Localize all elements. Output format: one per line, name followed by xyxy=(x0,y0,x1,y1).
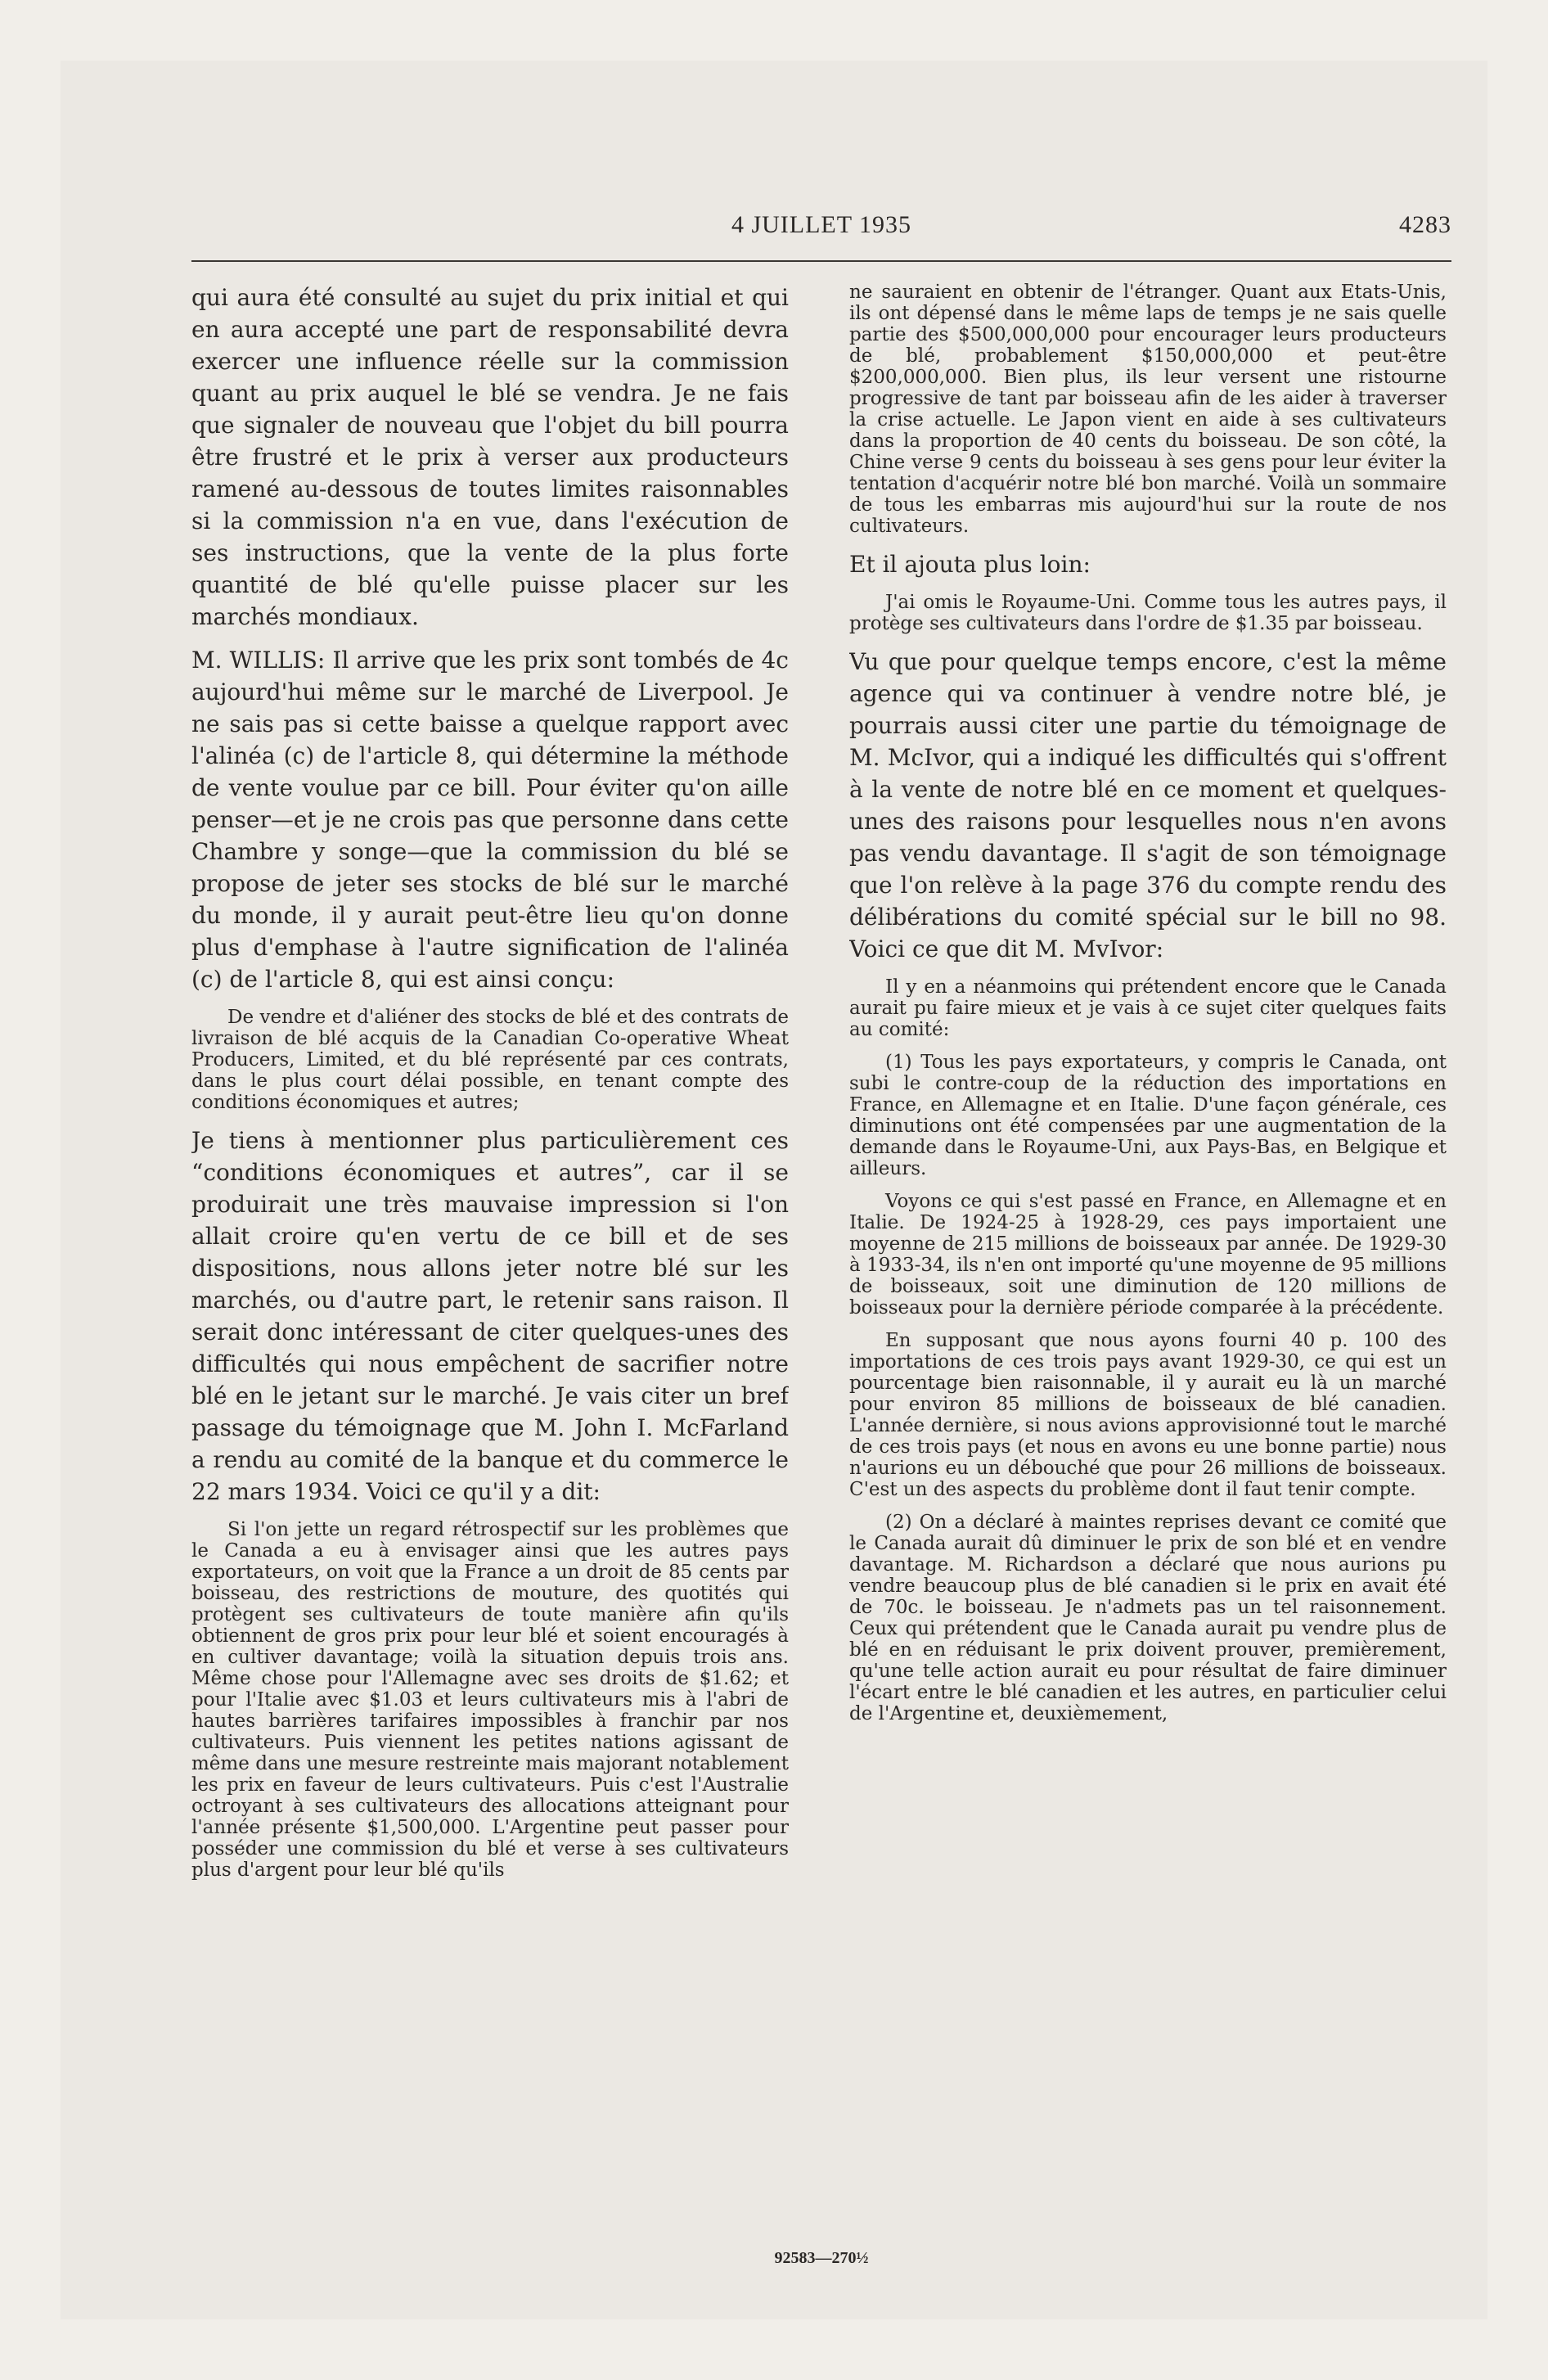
document-page xyxy=(191,206,1451,2301)
header-page-number: 4283 xyxy=(1399,211,1451,238)
quote-paragraph: (1) Tous les pays exportateurs, y compris le Canada, ont subi le contre-coup de la réduction des importations en France, en Allemagne et en Italie. D'une façon générale, ces diminutions ont été compensées par une augmentation de la demande dans le Royaume-Uni, aux Pays-Bas, en Belgique et ailleurs. xyxy=(849,1052,1447,1179)
paragraph: Et il ajouta plus loin: xyxy=(849,551,1091,578)
quote-paragraph: Voyons ce qui s'est passé en France, en Allemagne et en Italie. De 1924-25 à 1928-29, ces pays importaient une moyenne de 215 millions de boisseaux par année. De 1929-30 à 1933-34, ils n'en ont importé qu'une moyenne de 95 millions de boisseaux, soit une diminution de 120 millions de boisseaux pour la dernière période comparée à la précédente. xyxy=(849,1191,1447,1318)
quote-paragraph: J'ai omis le Royaume-Uni. Comme tous les autres pays, il protège ses cultivateurs dans l'ordre de $1.35 par boisseau. xyxy=(849,592,1447,634)
paragraph: Vu que pour quelque temps encore, c'est la même agence qui va continuer à vendre notre blé, je pourrais aussi citer une partie du témoignage de M. McIvor, qui a indiqué les difficultés qui s'offrent à la vente de notre blé en ce moment et quelques-unes des raisons pour lesquelles nous n'en avons pas vendu davantage. Il s'agit de son témoignage que l'on relève à la page 376 du compte rendu des délibérations du comité spécial sur le bill no 98. Voici ce que dit M. MvIvor: xyxy=(849,648,1447,962)
scanned-page-sheet xyxy=(61,61,1487,2319)
paragraph: M. WILLIS: Il arrive que les prix sont tombés de 4c aujourd'hui même sur le marché de Liverpool. Je ne sais pas si cette baisse a quelque rapport avec l'alinéa (c) de l'article 8, qui détermine la méthode de vente voulue par ce bill. Pour éviter qu'on aille penser—et je ne crois pas que personne dans cette Chambre y songe—que la commission du blé se propose de jeter ses stocks de blé sur le marché du monde, il y aurait peut-être lieu qu'on donne plus d'emphase à l'autre signification de l'alinéa (c) de l'article 8, qui est ainsi conçu: xyxy=(191,647,789,993)
quote-paragraph: (2) On a déclaré à maintes reprises devant ce comité que le Canada aurait dû diminuer le prix de son blé et en vendre davantage. M. Richardson a déclaré que nous aurions pu vendre beaucoup plus de blé canadien si le prix en avait été de 70c. le boisseau. Je n'admets pas un tel raisonnement. Ceux qui prétendent que le Canada aurait pu vendre plus de blé en en réduisant le prix doivent prouver, premièrement, qu'une telle action aurait eu pour résultat de faire diminuer l'écart entre le blé canadien et les autres, en particulier celui de l'Argentine et, deuxièmement, xyxy=(849,1512,1447,1724)
paragraph: Je tiens à mentionner plus particulièrement ces “conditions économiques et autres”, car il se produirait une très mauvaise impression si l'on allait croire qu'en vertu de ce bill et de ses dispositions, nous allons jeter notre blé sur les marchés, ou d'autre part, le retenir sans raison. Il serait donc intéressant de citer quelques-unes des difficultés qui nous empêchent de sacrifier notre blé en le jetant sur le marché. Je vais citer un bref passage du témoignage que M. John I. McFarland a rendu au comité de la banque et du commerce le 22 mars 1934. Voici ce qu'il y a dit: xyxy=(191,1127,789,1505)
header-rule xyxy=(191,260,1451,262)
header-date: 4 JUILLET 1935 xyxy=(731,211,912,238)
page-header xyxy=(191,206,1451,246)
quote-paragraph: Il y en a néanmoins qui prétendent encore que le Canada aurait pu faire mieux et je vais à ce sujet citer quelques faits au comité: xyxy=(849,976,1447,1040)
quote-paragraph: Si l'on jette un regard rétrospectif sur les problèmes que le Canada a eu à envisager ainsi que les autres pays exportateurs, on voit que la France a un droit de 85 cents par boisseau, des restrictions de mouture, des quotités qui protègent ses cultivateurs de toute manière afin qu'ils obtiennent de gros prix pour leur blé et soient encouragés à en cultiver davantage; voilà la situation depuis trois ans. Même chose pour l'Allemagne avec ses droits de $1.62; et pour l'Italie avec $1.03 et leurs cultivateurs mis à l'abri de hautes barrières tarifaires impossibles à franchir par nos cultivateurs. Puis viennent les petites nations agissant de même dans une mesure restreinte mais majorant notablement les prix en faveur de leurs cultivateurs. Puis c'est l'Australie octroyant à ses cultivateurs des allocations atteignant pour l'année présente $1,500,000. L'Argentine peut passer pour posséder une commission du blé et verse à ses cultivateurs plus d'argent pour leur blé qu'ils xyxy=(191,1519,789,1881)
left-column xyxy=(191,282,789,2246)
quote-paragraph: En supposant que nous ayons fourni 40 p. 100 des importations de ces trois pays avant 1929-30, ce qui est un pourcentage bien raisonnable, il y aurait eu là un marché pour environ 85 millions de boisseaux de blé canadien. L'année dernière, si nous avions approvisionné tout le marché de ces trois pays (et nous en avons eu une bonne partie) nous n'aurions eu un débouché que pour 26 millions de boisseaux. C'est un des aspects du problème dont il faut tenir compte. xyxy=(849,1330,1447,1500)
quote-paragraph: De vendre et d'aliéner des stocks de blé et des contrats de livraison de blé acquis de la Canadian Co-operative Wheat Producers, Limited, et du blé représenté par ces contrats, dans le plus court délai possible, en tenant compte des conditions économiques et autres; xyxy=(191,1007,789,1113)
quote-paragraph: ne sauraient en obtenir de l'étranger. Quant aux Etats-Unis, ils ont dépensé dans le même laps de temps je ne sais quelle partie des $500,000,000 pour encourager leurs producteurs de blé, probablement $150,000,000 et peut-être $200,000,000. Bien plus, ils leur versent une ristourne progressive de tant par boisseau afin de les aider à traverser la crise actuelle. Le Japon vient en aide à ses cultivateurs dans la proportion de 40 cents du boisseau. De son côté, la Chine verse 9 cents du boisseau à ses gens pour leur éviter la tentation d'acquérir notre blé bon marché. Voilà un sommaire de tous les embarras mis aujourd'hui sur la route de nos cultivateurs. xyxy=(849,282,1447,537)
page-footer-code: 92583—270½ xyxy=(774,2249,869,2267)
right-column xyxy=(849,282,1447,2246)
paragraph: qui aura été consulté au sujet du prix initial et qui en aura accepté une part de responsabilité devra exercer une influence réelle sur la commission quant au prix auquel le blé se vendra. Je ne fais que signaler de nouveau que l'objet du bill pourra être frustré et le prix à verser aux producteurs ramené au-dessous de toutes limites raisonnables si la commission n'a en vue, dans l'exécution de ses instructions, que la vente de la plus forte quantité de blé qu'elle puisse placer sur les marchés mondiaux. xyxy=(191,284,789,630)
